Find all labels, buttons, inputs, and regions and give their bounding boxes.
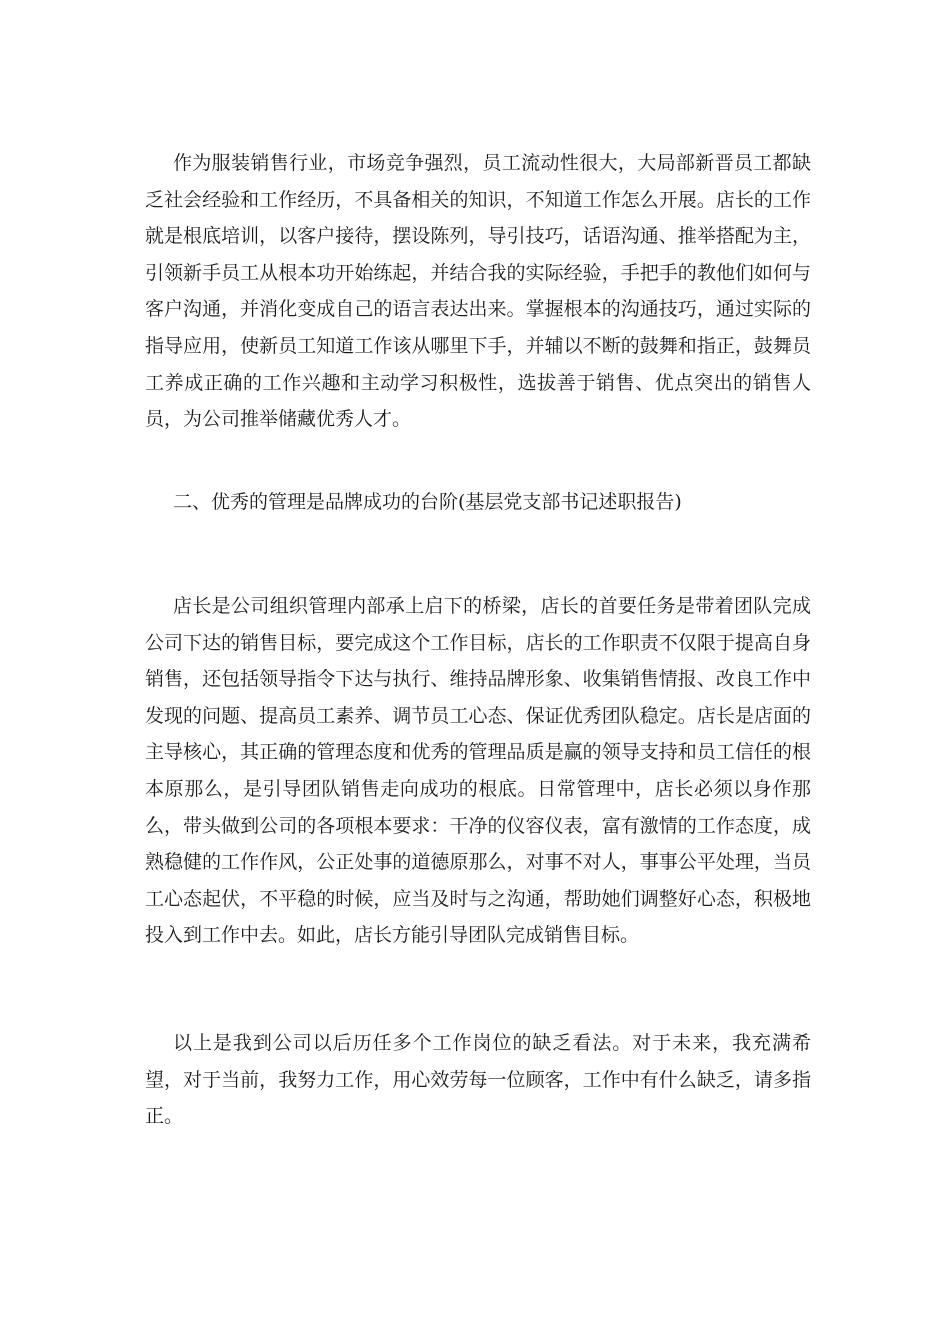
section-heading-management: 二、优秀的管理是品牌成功的台阶(基层党支部书记述职报告) — [173, 491, 682, 513]
paragraph-store-manager-role: 店长是公司组织管理内部承上启下的桥梁，店长的首要任务是带着团队完成公司下达的销售目标，要完成这个工作目标，店长的工作职责不仅限于提高自身销售，还包括领导指令下达与执行、维持品牌形象、收集销售情报、改良工作中发现的问题、提高员工素养、调节员工心态、保证优秀团队稳定。店长是店面的主导核心，其正确的管理态度和优秀的管理品质是赢的领导支持和员工信任的根本原那么，是引导团队销售走向成功的根底。日常管理中，店长必须以身作那么，带头做到公司的各项根本要求：干净的仪容仪表，富有激情的工作态度，成熟稳健的工作作风，公正处事的道德原那么，对事不对人，事事公平处理，当员工心态起伏，不平稳的时候，应当及时与之沟通，帮助她们调整好心态，积极地投入到工作中去。如此，店长方能引导团队完成销售目标。 — [145, 595, 811, 947]
paragraph-staff-training: 作为服装销售行业，市场竞争强烈，员工流动性很大，大局部新晋员工都缺乏社会经验和工作经历，不具备相关的知识，不知道工作怎么开展。店长的工作就是根底培训，以客户接待，摆设陈列，导引技巧，话语沟通、推举搭配为主，引领新手员工从根本功开始练起，并结合我的实际经验，手把手的教他们如何与客户沟通，并消化变成自己的语言表达出来。掌握根本的沟通技巧，通过实际的指导应用，使新员工知道工作该从哪里下手，并辅以不断的鼓舞和指正，鼓舞员工养成正确的工作兴趣和主动学习积极性，选拔善于销售、优点突出的销售人员，为公司推举储藏优秀人才。 — [145, 152, 811, 431]
paragraph-conclusion: 以上是我到公司以后历任多个工作岗位的缺乏看法。对于未来，我充满希望，对于当前，我努力工作，用心效劳每一位顾客，工作中有什么缺乏，请多指正。 — [145, 1032, 811, 1128]
